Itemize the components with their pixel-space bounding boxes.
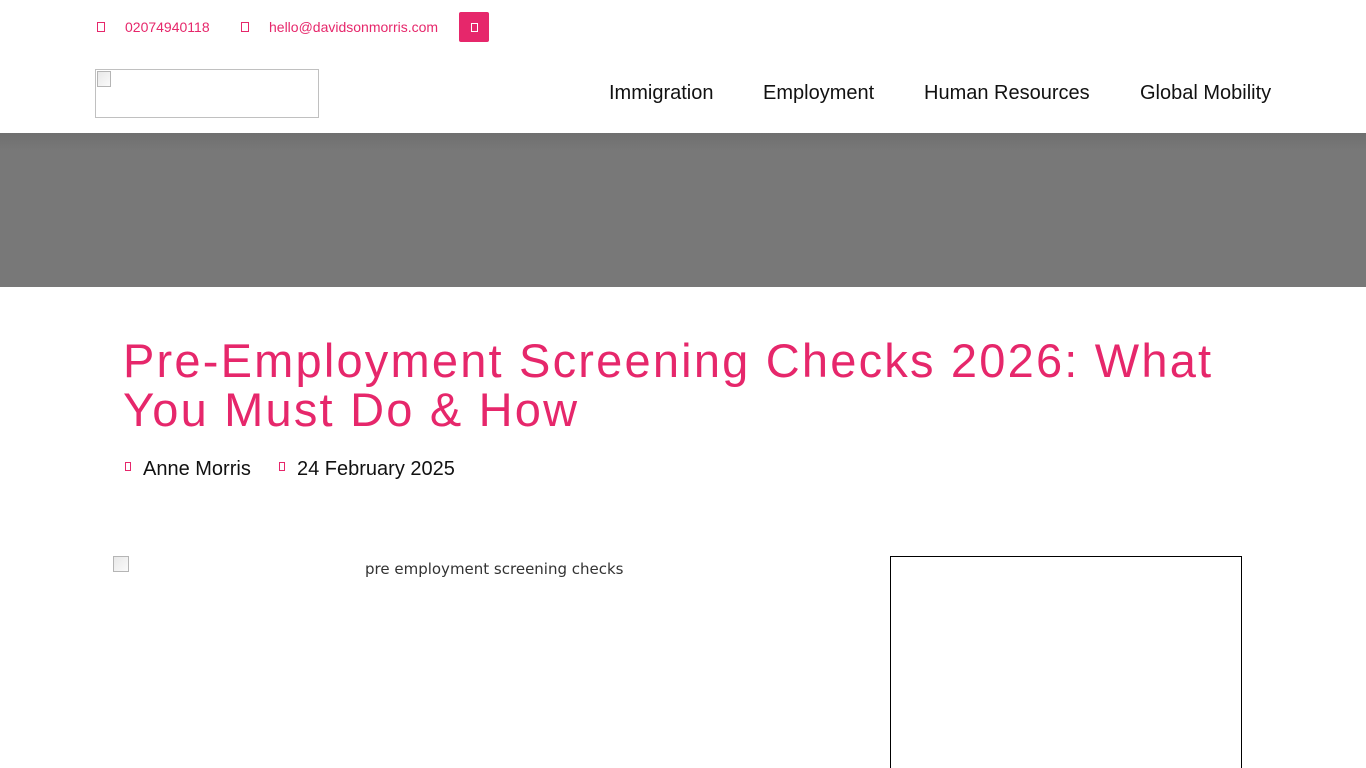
contact-bar [0, 0, 1366, 54]
email-link[interactable] [241, 19, 438, 35]
search-button[interactable] [459, 12, 489, 42]
nav-item-employment[interactable]: Employment [763, 82, 875, 104]
date-text: 24 February 2025 [297, 458, 455, 480]
nav-item-human-resources[interactable]: Human Resources [924, 82, 1090, 104]
phone-number: 02074940118 [125, 19, 210, 35]
page-title: Pre-Employment Screening Checks 2026: What You Must Do & How [123, 334, 1214, 436]
broken-image-icon [97, 71, 111, 87]
envelope-icon [241, 22, 249, 32]
calendar-icon [279, 462, 285, 471]
hero-banner [0, 133, 1366, 287]
phone-link[interactable] [97, 19, 210, 35]
nav-item-immigration[interactable]: Immigration [609, 82, 714, 104]
phone-icon [97, 22, 105, 32]
image-alt-text: pre employment screening checks [365, 560, 624, 578]
article-image [113, 556, 853, 768]
post-date [279, 458, 455, 481]
search-icon [471, 23, 478, 32]
author-name: Anne Morris [143, 458, 251, 480]
broken-image-icon [113, 556, 129, 572]
user-icon [125, 462, 131, 471]
nav-item-global-mobility[interactable]: Global Mobility [1140, 82, 1272, 104]
post-author[interactable] [125, 458, 251, 481]
email-address: hello@davidsonmorris.com [269, 19, 439, 35]
site-logo[interactable] [95, 69, 319, 118]
sidebar-box [890, 556, 1242, 768]
